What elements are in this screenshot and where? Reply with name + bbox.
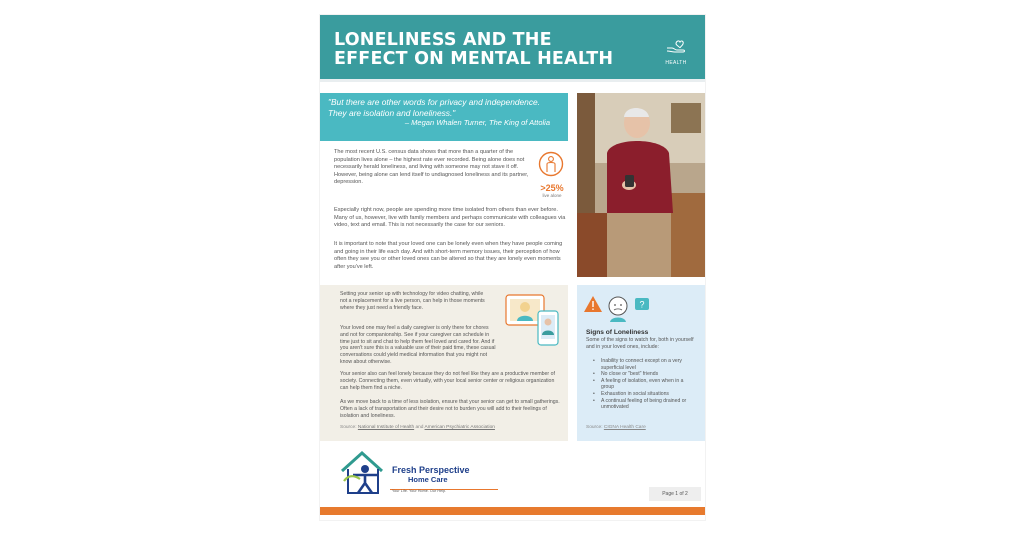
source-link-cigna[interactable]: CIGNA Health Care [603,425,646,430]
signs-source [586,425,646,430]
stat-value: >25% [540,183,564,193]
quote-box [320,93,568,141]
source-joiner: and [414,425,425,430]
list-item: • A continual feeling of being drained or unmotivated [593,398,697,411]
warning-face-question-icon [583,292,653,324]
title-line-2: EFFECT ON MENTAL HEALTH [334,49,614,69]
intro-paragraph-2: Especially right now, people are spending more time isolated from others than ever before. Many of us, however, live with family members and perhaps communicate with colleagues via video, text and email. This is not necessarily the case for our seniors. [334,207,566,229]
tech-paragraph-3: Your senior also can feel lonely because they do not feel like they are a productive member of society. Connecting them, even virtually, with your local senior center or religious organization can help them find a niche. [340,371,555,391]
intro-paragraph-3: It is important to note that your loved one can be lonely even when they have people coming and going in their life each day. And with short-term memory issues, their perception of how often they see you or other loved ones can be altered so that they are lonely even moments after you've left. [334,241,563,270]
footer-bar [320,507,705,515]
stat-label: live alone [542,193,562,198]
logo-name: Fresh Perspective [392,465,470,475]
flyer-content [320,15,705,520]
tech-paragraph-1: Setting your senior up with technology for video chatting, while not a replacement for a live person, can help in those moments where they just need a friendly face. [340,291,485,311]
page-title [334,31,613,69]
signs-title: Signs of Loneliness [586,329,649,336]
tech-paragraph-2: Your loved one may feel a daily caregiver is only there for chores and not for companionship. See if your caregiver can schedule in time just to sit and chat to help them feel loved and cared for. And if you aren't sure this is a valuable use of their paid time, these casual conversations could yield medical information that you might not know about otherwise. [340,325,496,365]
list-item: • Exhaustion in social situations [593,391,697,398]
logo-tagline: Your Life. Your Home. Our Help. [392,489,447,493]
person-circle-icon [538,151,564,177]
logo-subtitle: Home Care [408,475,448,484]
source-prefix: Source: [586,425,604,430]
header-divider [320,79,705,82]
quote-text: "But there are other words for privacy and independence. They are isolation and loneliness." [328,97,541,118]
list-item: • Inability to connect except on a very superficial level [593,358,697,371]
list-item: • No close or "best" friends [593,371,697,378]
quote-attribution: – Megan Whalen Turner, The King of Attolia [404,118,550,127]
header-banner [320,15,705,79]
hand-heart-icon [664,35,688,55]
source-link-apa[interactable]: American Psychiatric Association [424,425,495,430]
source-link-nih[interactable]: National Institute of Health [357,425,415,430]
svg-text:?: ? [639,299,645,310]
source-prefix: Source: [340,425,358,430]
signs-list [593,358,697,411]
page-number: Page 1 of 2 [649,487,701,501]
list-item: • A feeling of isolation, even when in a group [593,378,697,391]
signs-intro: Some of the signs to watch for, both in yourself and in your loved ones, include: [586,337,694,350]
intro-paragraph-1: The most recent U.S. census data shows that more than a quarter of the population lives alone – the highest rate ever recorded. Being alone does not necessarily herald loneliness, and living with someone may not stave it off. However, being alone can lend itself to undiagnosed loneliness and its partner, depression. [334,149,529,186]
title-line-1: LONELINESS AND THE [334,30,552,50]
senior-with-phone-photo [577,93,705,277]
tech-source [340,425,495,430]
category-label: HEALTH [665,60,687,66]
video-chat-devices-icon [504,291,562,349]
tech-paragraph-4: As we move back to a time of less isolation, ensure that your senior can get to small gatherings. Often a lack of transportation and their desire not to burden you will add to their feelings of isolation and loneliness. [340,399,560,419]
